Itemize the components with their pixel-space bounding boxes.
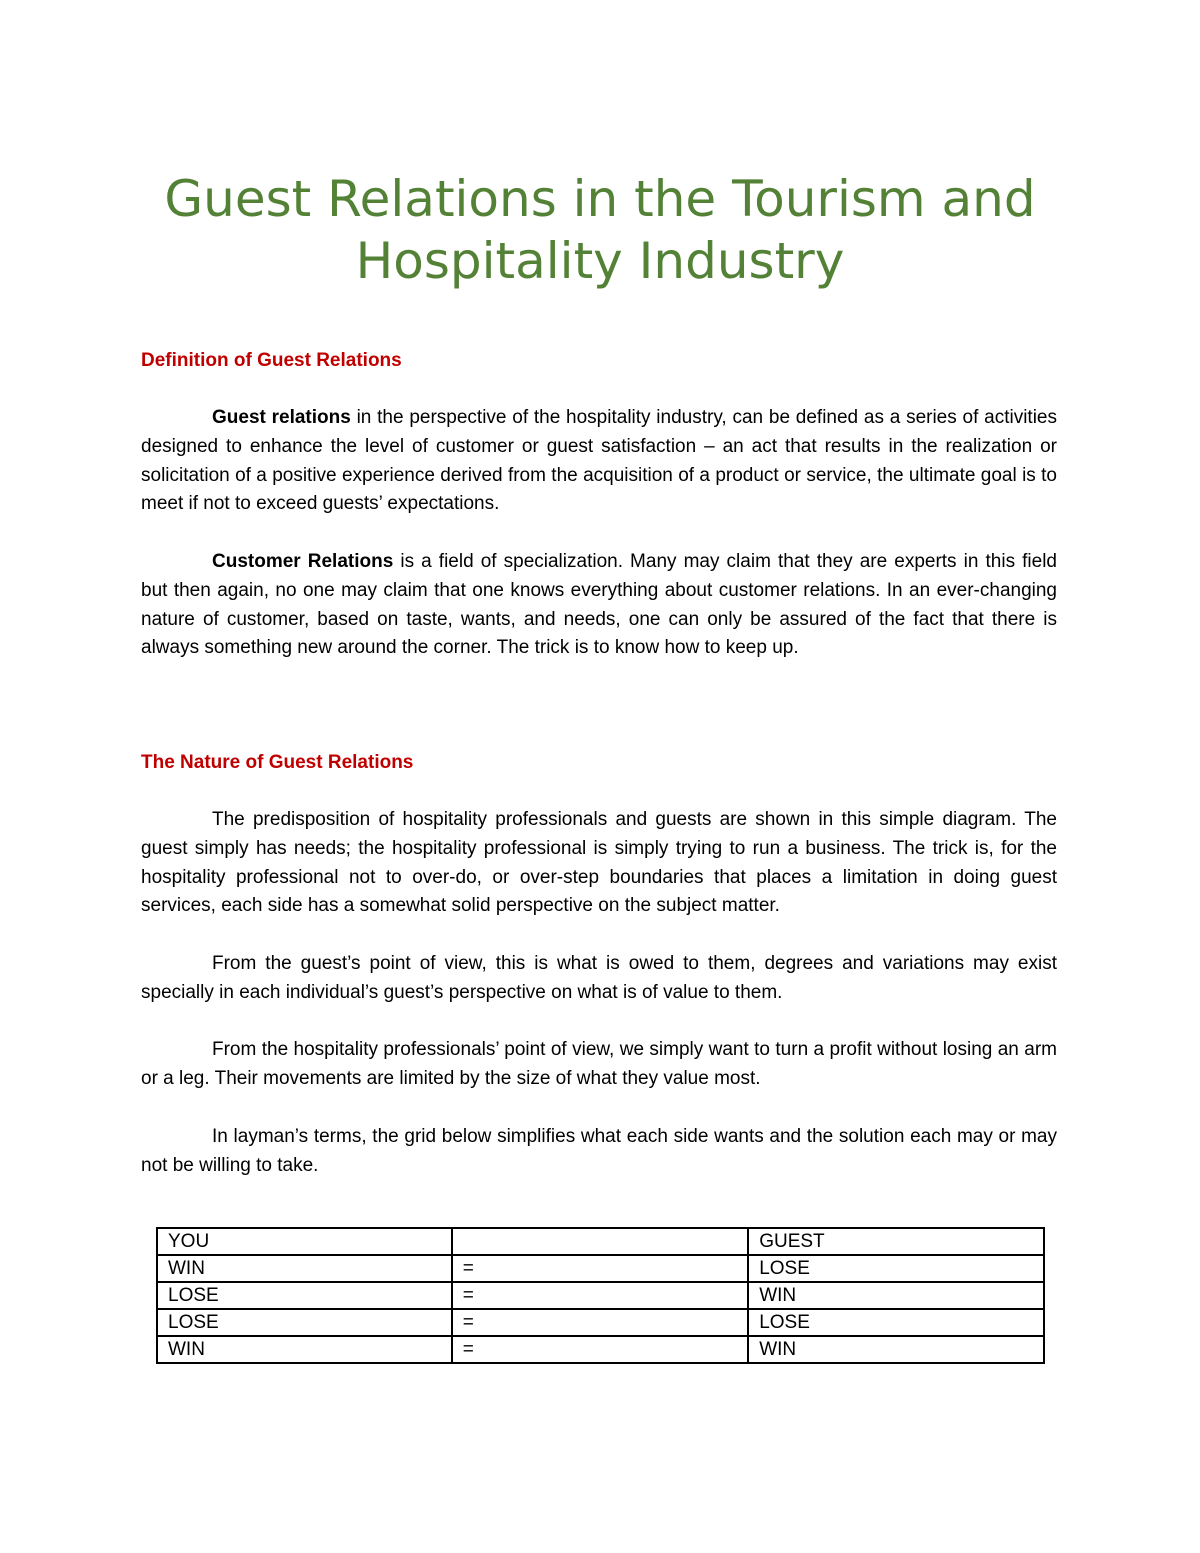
grid-cell-you: LOSE — [157, 1282, 452, 1309]
grid-cell-equals: = — [452, 1255, 748, 1282]
grid-header-row — [157, 1228, 1044, 1255]
win-lose-grid — [156, 1227, 1045, 1364]
grid-cell-equals: = — [452, 1282, 748, 1309]
grid-row — [157, 1336, 1044, 1363]
grid-header-middle — [452, 1228, 748, 1255]
grid-cell-guest: LOSE — [748, 1309, 1044, 1336]
section-heading-definition: Definition of Guest Relations — [141, 350, 402, 371]
paragraph-guest-relations — [141, 404, 1057, 519]
grid-row — [157, 1282, 1044, 1309]
grid-cell-you: WIN — [157, 1336, 452, 1363]
grid-cell-you: WIN — [157, 1255, 452, 1282]
paragraph-customer-relations — [141, 548, 1057, 663]
term-customer-relations: Customer Relations — [212, 551, 394, 572]
grid-cell-equals: = — [452, 1336, 748, 1363]
paragraph-text: is a field of specialization. Many may claim that they are experts in this field but then again, no one may claim that one knows everything about customer relations. In an ever-changing nature of customer, based on taste, wants, and needs, one can only be assured of the fact that there is always something new around the corner. The trick is to know how to keep up. — [141, 551, 1057, 659]
grid-cell-guest: WIN — [748, 1336, 1044, 1363]
paragraph-guest-view: From the guest’s point of view, this is what is owed to them, degrees and variations may exist specially in each individual’s guest’s perspective on what is of value to them. — [141, 953, 1057, 1003]
grid-row — [157, 1309, 1044, 1336]
grid-header-you: YOU — [157, 1228, 452, 1255]
paragraph-professional-view: From the hospitality professionals’ point of view, we simply want to turn a profit without losing an arm or a leg. Their movements are limited by the size of what they value most. — [141, 1039, 1057, 1089]
section-heading-nature: The Nature of Guest Relations — [141, 752, 414, 773]
paragraph-layman-terms: In layman’s terms, the grid below simplifies what each side wants and the solution each may or may not be willing to take. — [141, 1126, 1057, 1176]
paragraph-text: in the perspective of the hospitality industry, can be defined as a series of activities designed to enhance the level of customer or guest satisfaction – an act that results in the realization or solicitation of a positive experience derived from the acquisition of a product or service, the ultimate goal is to meet if not to exceed guests’ expectations. — [141, 407, 1057, 515]
grid-cell-guest: WIN — [748, 1282, 1044, 1309]
document-title: Guest Relations in the Tourism and Hospitality Industry — [164, 170, 1036, 290]
paragraph-predisposition: The predisposition of hospitality professionals and guests are shown in this simple diagram. The guest simply has needs; the hospitality professional is simply trying to run a business. The trick is, for the hospitality professional not to over-do, or over-step boundaries that places a limitation in doing guest services, each side has a somewhat solid perspective on the subject matter. — [141, 809, 1057, 917]
grid-cell-you: LOSE — [157, 1309, 452, 1336]
term-guest-relations: Guest relations — [212, 407, 351, 428]
grid-cell-equals: = — [452, 1309, 748, 1336]
grid-row — [157, 1255, 1044, 1282]
grid-header-guest: GUEST — [748, 1228, 1044, 1255]
grid-cell-guest: LOSE — [748, 1255, 1044, 1282]
